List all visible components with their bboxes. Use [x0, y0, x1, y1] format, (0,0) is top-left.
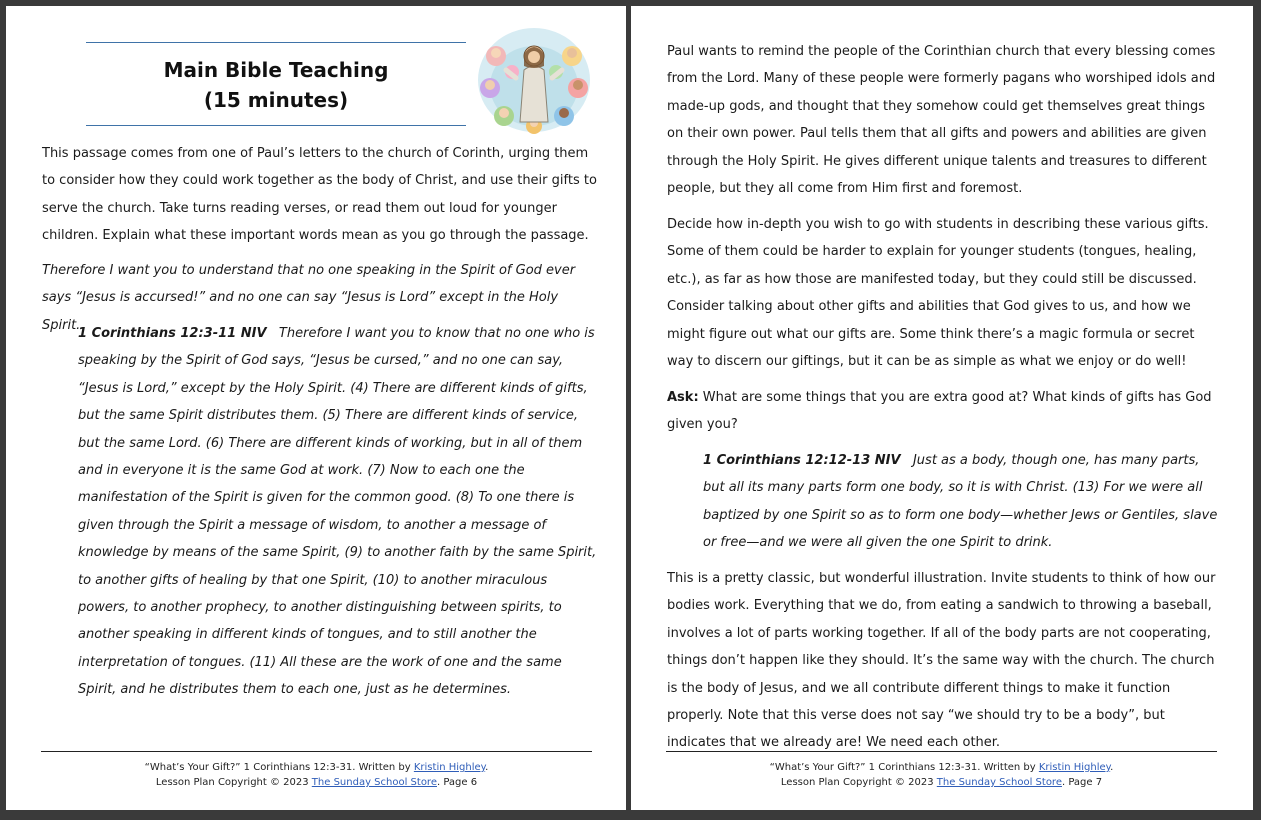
footer-divider-2: [666, 751, 1217, 752]
scripture-reference-2: 1 Corinthians 12:12-13 NIV: [703, 453, 901, 468]
section-title: [86, 55, 466, 115]
footer-line-1-p7: [666, 760, 1217, 775]
title-line-2: (15 minutes): [203, 88, 349, 112]
scripture-text-2: Just as a body, though one, has many parts, but all its many parts form one body, so it is with Christ. (13) For we were all baptized by one Spirit so as to form one body—whether Jews or Gentiles, slave or free—and we were all given the one Spirit to drink.: [703, 453, 1218, 551]
jesus-with-children-illustration: [476, 26, 592, 134]
paragraph-3: This is a pretty classic, but wonderful illustration. Invite students to think of how our bodies work. Everything that we do, from eating a sandwich to throwing a baseball, involves a lot of parts working together. If all of the body parts are not cooperating, things don’t happen like they should. It’s the same way with the church. The church is the body of Jesus, and we all contribute different things to make it function properly. Note that this verse does not say “we should try to be a body”, but indicates that we already are! We need each other.: [667, 571, 1216, 751]
page-7: [631, 6, 1253, 810]
section-header: [86, 42, 466, 126]
footer-line-2: [41, 775, 592, 790]
paragraph-1: Paul wants to remind the people of the Corinthian church that every blessing comes from the Lord. Many of these people were formerly pagans who worshiped idols and made-up gods, and thought that they somehow could get themselves great things on their own power. Paul tells them that all gifts and powers and abilities are given through the Holy Spirit. He gives different unique talents and treasures to different people, but they all come from Him first and foremost.: [667, 44, 1216, 197]
quote-paragraph: Therefore I want you to understand that no one speaking in the Spirit of God ever says “Jesus is accursed!” and no one can say “Jesus is Lord” except in the Holy Spirit.: [42, 263, 576, 333]
paragraph-2: Decide how in-depth you wish to go with students in describing these various gifts. Some of them could be harder to explain for younger students (tongues, healing, etc.), as far as how those are manifested today, but they could still be discussed. Consider talking about other gifts and abilities that God gives to us, and how we might figure out what our gifts are. Some think there’s a magic formula or secret way to discern our giftings, but it can be as simple as what we enjoy or do well!: [667, 217, 1209, 370]
scripture-reference: 1 Corinthians 12:3-11 NIV: [78, 326, 267, 341]
store-link-p7[interactable]: The Sunday School Store: [936, 777, 1062, 788]
footer-credit-text-p7: “What’s Your Gift?” 1 Corinthians 12:3-31. Written by: [769, 762, 1039, 773]
footer-page-number-p7: . Page 7: [1061, 777, 1103, 788]
footer-credit-text: “What’s Your Gift?” 1 Corinthians 12:3-31. Written by: [144, 762, 414, 773]
ask-text: What are some things that you are extra good at? What kinds of gifts has God given you?: [667, 390, 1212, 433]
page-footer: [41, 760, 592, 790]
footer-page-number: . Page 6: [436, 777, 478, 788]
footer-line-2-p7: [666, 775, 1217, 790]
scripture-passage: [78, 320, 598, 704]
footer-copyright-text: Lesson Plan Copyright © 2023: [155, 777, 312, 788]
store-link[interactable]: The Sunday School Store: [311, 777, 437, 788]
author-link-p7[interactable]: Kristin Highley: [1038, 762, 1111, 773]
ask-label: Ask:: [667, 390, 699, 405]
intro-paragraph: This passage comes from one of Paul’s letters to the church of Corinth, urging them to consider how they could work together as the body of Christ, and use their gifts to serve the church. Take turns reading verses, or read them out loud for younger children. Explain what these important words mean as you go through the passage.: [42, 146, 597, 244]
scripture-text: Therefore I want you to know that no one who is speaking by the Spirit of God says, “Jesus be cursed,” and no one can say, “Jesus is Lord,” except by the Holy Spirit. (4) There are different kinds of gifts, but the same Spirit distributes them. (5) There are different kinds of service, but the same Lord. (6) There are different kinds of working, but in all of them and in everyone it is the same God at work. (7) Now to each one the manifestation of the Spirit is given for the common good. (8) To one there is given through the Spirit a message of wisdom, to another a message of knowledge by means of the same Spirit, (9) to another faith by the same Spirit, to another gifts of healing by that one Spirit, (10) to another miraculous powers, to another prophecy, to another distinguishing between spirits, to another speaking in different kinds of tongues, and to still another the interpretation of tongues. (11) All these are the work of one and the same Spirit, and he distributes them to each one, just as he determines.: [78, 326, 597, 698]
scripture-passage-2: [703, 447, 1223, 557]
page-6: [6, 6, 626, 810]
title-line-1: Main Bible Teaching: [163, 58, 389, 82]
footer-punct: .: [485, 762, 489, 773]
footer-punct-p7: .: [1110, 762, 1114, 773]
ask-paragraph: [667, 384, 1223, 439]
footer-line-1: [41, 760, 592, 775]
author-link[interactable]: Kristin Highley: [413, 762, 486, 773]
footer-copyright-text-p7: Lesson Plan Copyright © 2023: [780, 777, 937, 788]
page-footer-2: [666, 760, 1217, 790]
footer-divider: [41, 751, 592, 752]
